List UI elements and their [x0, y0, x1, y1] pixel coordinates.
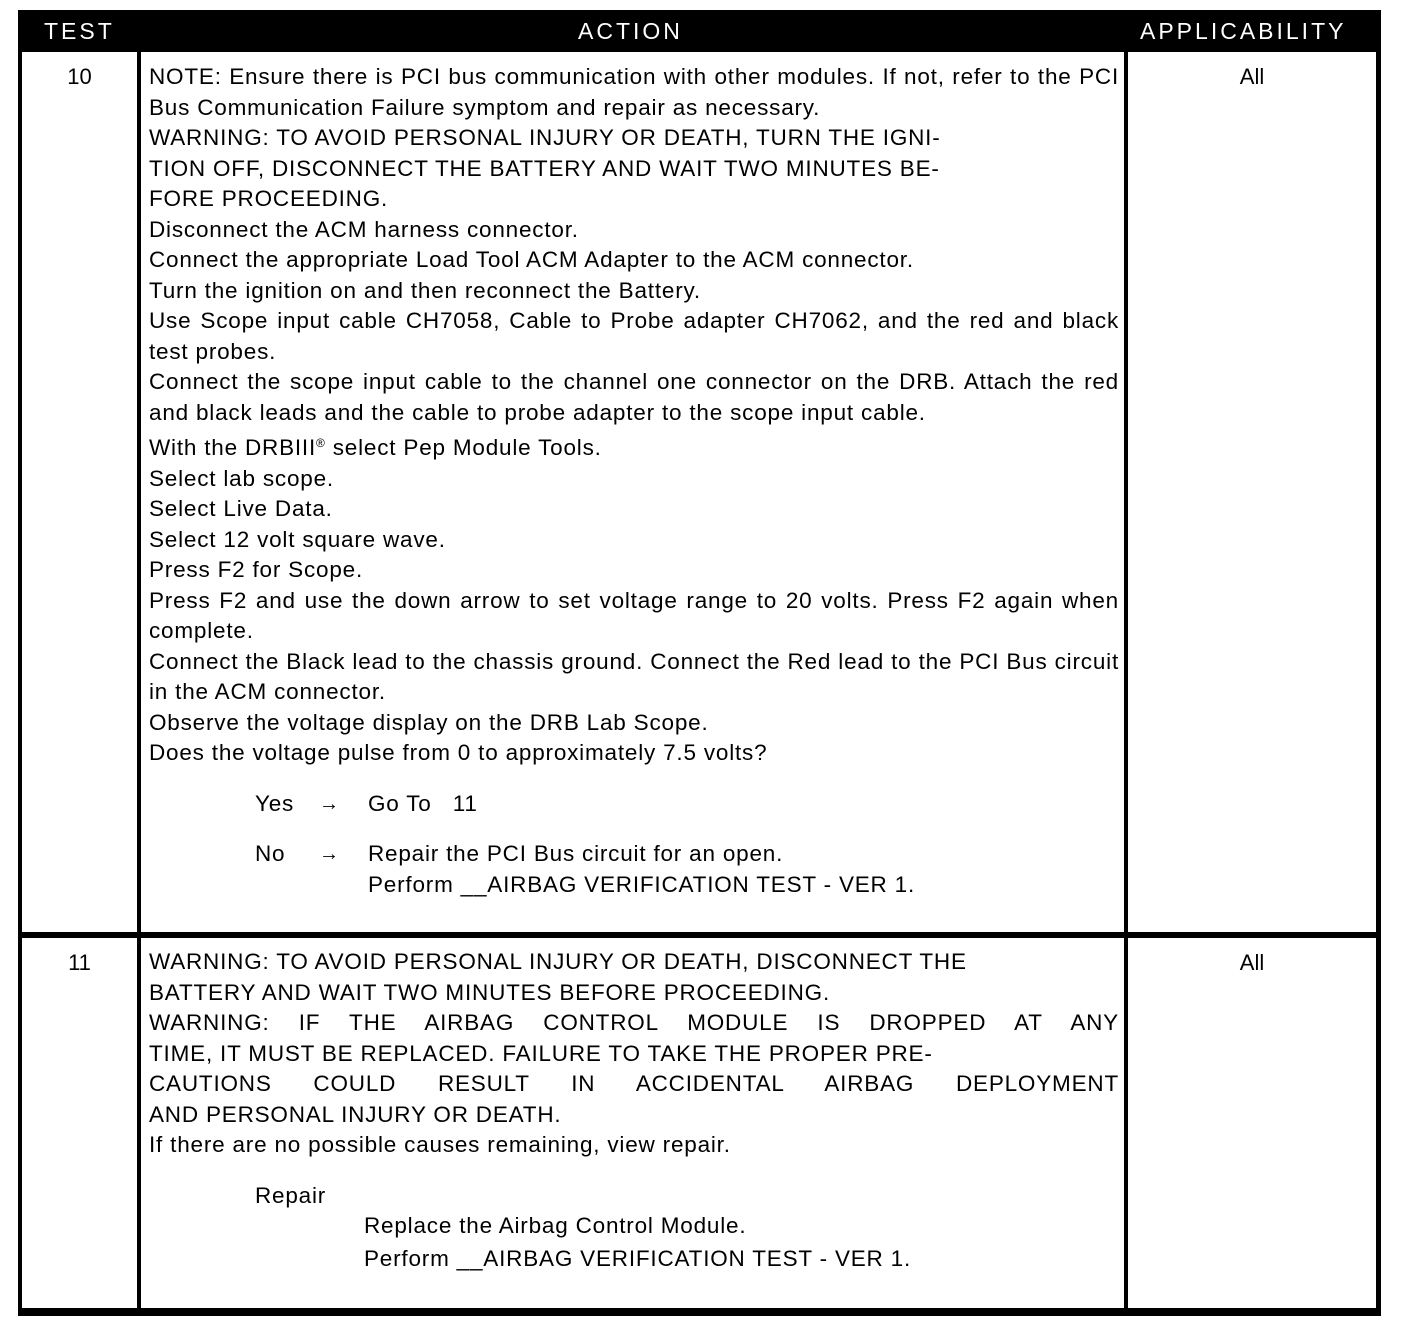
no-option-cont [149, 870, 1119, 900]
step: Select 12 volt square wave. [149, 526, 446, 552]
drb-suffix: select Pep Module Tools. [325, 435, 602, 460]
drb-prefix: With the DRBIII [149, 435, 317, 460]
repair-option [149, 1181, 1119, 1211]
diagnostic-table [18, 10, 1381, 1316]
warning-line: WARNING: TO AVOID PERSONAL INJURY OR DEATH, DISCONNECT THE [149, 949, 967, 974]
step: Press F2 and use the down arrow to set voltage range to 20 volts. Press F2 again when complete. [149, 587, 1119, 643]
step: Connect the appropriate Load Tool ACM Adapter to the ACM connector. [149, 247, 914, 272]
repair-label: Repair [255, 1182, 327, 1208]
step: Turn the ignition on and then reconnect the Battery. [149, 277, 701, 303]
row-11-applicability-cell [1128, 938, 1376, 1308]
warning-line: FORE PROCEEDING. [149, 186, 389, 211]
no-action: Repair the PCI Bus circuit for an open. [368, 840, 784, 866]
test-number: 10 [67, 64, 92, 89]
step: Disconnect the ACM harness connector. [149, 216, 579, 242]
warning-line: CAUTIONS COULD RESULT IN ACCIDENTAL AIRBAG DEPLOYMENT [149, 1071, 1119, 1096]
arrow-right-icon: → [319, 842, 340, 865]
row-10-action-cell [141, 52, 1124, 932]
warning-line: TIME, IT MUST BE REPLACED. FAILURE TO TAKE THE PROPER PRE- [149, 1040, 933, 1066]
repair-step [149, 1244, 1119, 1274]
repair-step-2: Perform __AIRBAG VERIFICATION TEST - VER 1. [364, 1245, 912, 1271]
arrow-right-icon: → [319, 792, 340, 815]
row-10-test-cell [22, 52, 137, 932]
yes-option [149, 789, 1119, 819]
applicability-value: All [1239, 950, 1265, 975]
warning-line: BATTERY AND WAIT TWO MINUTES BEFORE PROCEEDING. [149, 979, 831, 1005]
row-11-action-cell [141, 938, 1124, 1308]
note: If there are no possible causes remaining, view repair. [149, 1132, 731, 1157]
step: Observe the voltage display on the DRB Lab Scope. [149, 709, 709, 735]
step: Use Scope input cable CH7058, Cable to Probe adapter CH7062, and the red and black test probes. [149, 308, 1119, 364]
yes-action: Go To 11 [368, 790, 478, 816]
step: Press F2 for Scope. [149, 557, 364, 582]
header-applicability: APPLICABILITY [1140, 18, 1347, 44]
step: Connect the Black lead to the chassis ground. Connect the Red lead to the PCI Bus circuit in the ACM connector. [149, 648, 1119, 704]
step: Select Live Data. [149, 496, 333, 521]
step: Connect the scope input cable to the channel one connector on the DRB. Attach the red and black leads and the cable to probe adapter to the scope input cable. [149, 369, 1119, 425]
row-10-applicability-cell [1128, 52, 1376, 932]
no-label: No [255, 840, 286, 866]
header-action: ACTION [578, 18, 683, 44]
table-header [18, 10, 1381, 52]
warning-line: WARNING: TO AVOID PERSONAL INJURY OR DEATH, TURN THE IGNI- [149, 125, 941, 150]
step: Select lab scope. [149, 465, 334, 491]
registered-mark: ® [316, 436, 326, 450]
applicability-value: All [1239, 64, 1265, 89]
header-test: TEST [44, 18, 115, 44]
no-option [149, 839, 1119, 869]
repair-step-1: Replace the Airbag Control Module. [364, 1212, 747, 1238]
question: Does the voltage pulse from 0 to approximately 7.5 volts? [149, 740, 768, 765]
repair-step [149, 1211, 1119, 1241]
warning-line: TION OFF, DISCONNECT THE BATTERY AND WAIT TWO MINUTES BE- [149, 155, 940, 181]
no-action-2: Perform __AIRBAG VERIFICATION TEST - VER 1. [368, 871, 916, 897]
row-11-test-cell [22, 938, 137, 1308]
warning-line: WARNING: IF THE AIRBAG CONTROL MODULE IS DROPPED AT ANY [149, 1010, 1119, 1035]
warning-line: AND PERSONAL INJURY OR DEATH. [149, 1101, 562, 1127]
test-number: 11 [68, 950, 91, 975]
note-paragraph: NOTE: Ensure there is PCI bus communication with other modules. If not, refer to the PCI Bus Communication Failure symptom and repair as necessary. [149, 64, 1119, 120]
yes-label: Yes [255, 790, 295, 816]
step-drb [149, 428, 1119, 464]
